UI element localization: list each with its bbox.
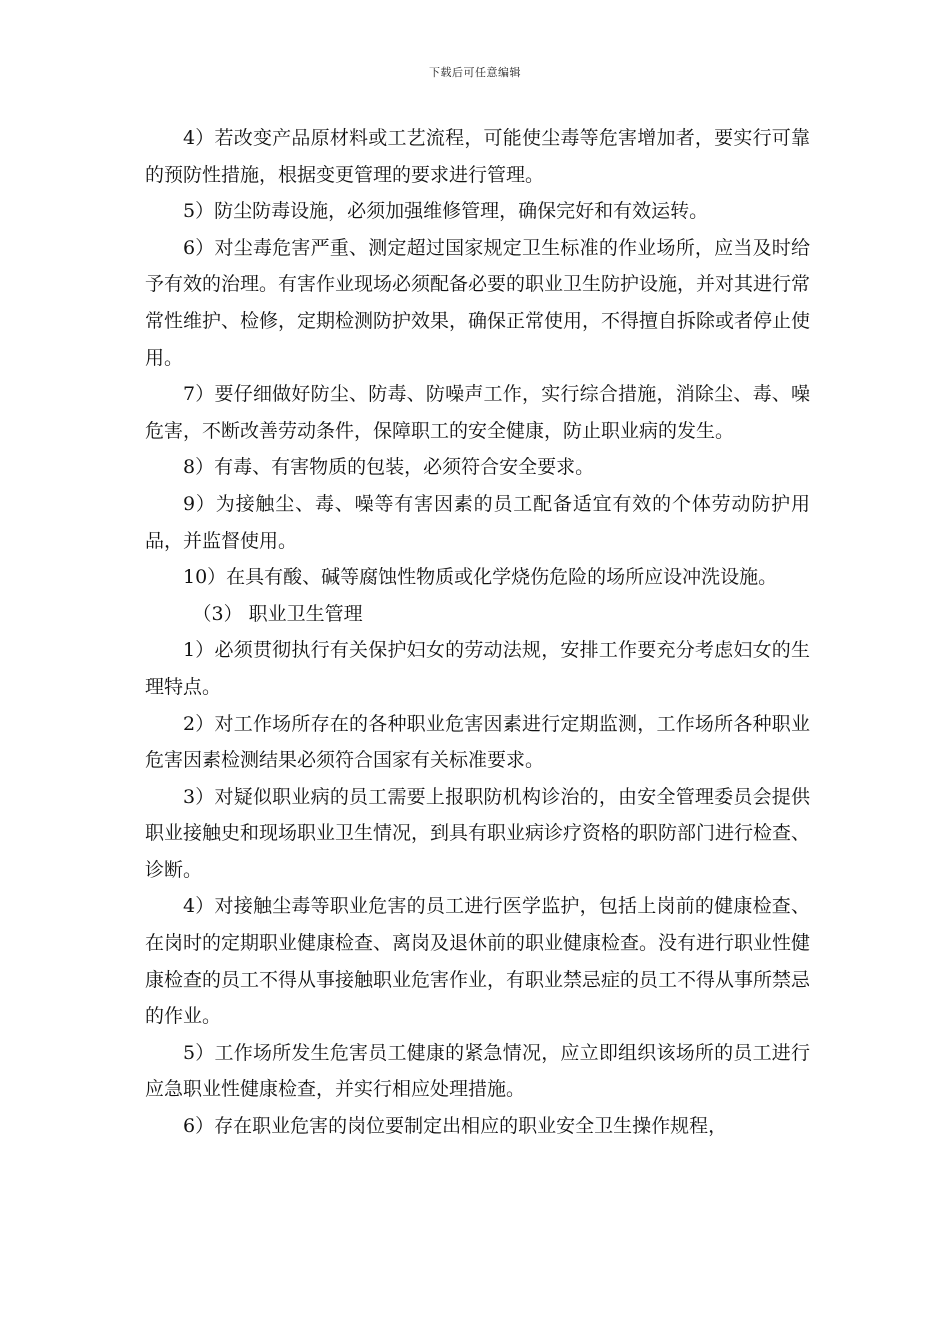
paragraph-item-9: 9）为接触尘、毒、噪等有害因素的员工配备适宜有效的个体劳动防护用品，并监督使用。 [145, 492, 810, 552]
paragraph-item-7: 7）要仔细做好防尘、防毒、防噪声工作，实行综合措施，消除尘、毒、噪危害，不断改善劳动条件，保障职工的安全健康，防止职业病的发生。 [145, 383, 810, 442]
page-header: 下载后可任意编辑 [429, 66, 521, 79]
management-item-3: 3）对疑似职业病的员工需要上报职防机构诊治的，由安全管理委员会提供职业接触史和现场职业卫生情况，到具有职业病诊疗资格的职防部门进行检查、诊断。 [145, 785, 811, 881]
management-item-2: 2）对工作场所存在的各种职业危害因素进行定期监测，工作场所各种职业危害因素检测结果必须符合国家有关标准要求。 [145, 712, 810, 772]
management-item-6: 6）存在职业危害的岗位要制定出相应的职业安全卫生操作规程， [183, 1115, 728, 1138]
management-item-5: 5）工作场所发生危害员工健康的紧急情况，应立即组织该场所的员工进行应急职业性健康检查，并实行相应处理措施。 [145, 1041, 810, 1101]
paragraph-item-8: 8）有毒、有害物质的包装，必须符合安全要求。 [183, 456, 595, 479]
paragraph-item-4: 4）若改变产品原材料或工艺流程，可能使尘毒等危害增加者，要实行可靠的预防性措施，根据变更管理的要求进行管理。 [145, 127, 810, 186]
paragraph-item-6: 6）对尘毒危害严重、测定超过国家规定卫生标准的作业场所，应当及时给予有效的治理。有害作业现场必须配备必要的职业卫生防护设施，并对其进行常常性维护、检修，定期检测防护效果，确保正常使用，不得擅自拆除或者停止使用。 [145, 236, 811, 369]
paragraph-item-5: 5）防尘防毒设施，必须加强维修管理，确保完好和有效运转。 [183, 200, 709, 223]
management-item-4: 4）对接触尘毒等职业危害的员工进行医学监护，包括上岗前的健康检查、在岗时的定期职业健康检查、离岗及退休前的职业健康检查。没有进行职业性健康检查的员工不得从事接触职业危害作业，有职业禁忌症的员工不得从事所禁忌的作业。 [145, 895, 811, 1028]
section-heading: （3） 职业卫生管理 [192, 602, 363, 625]
management-item-1: 1）必须贯彻执行有关保护妇女的劳动法规，安排工作要充分考虑妇女的生理特点。 [145, 639, 810, 698]
paragraph-item-10: 10）在具有酸、碱等腐蚀性物质或化学烧伤危险的场所应设冲洗设施。 [183, 566, 778, 589]
document-body [145, 120, 810, 1145]
